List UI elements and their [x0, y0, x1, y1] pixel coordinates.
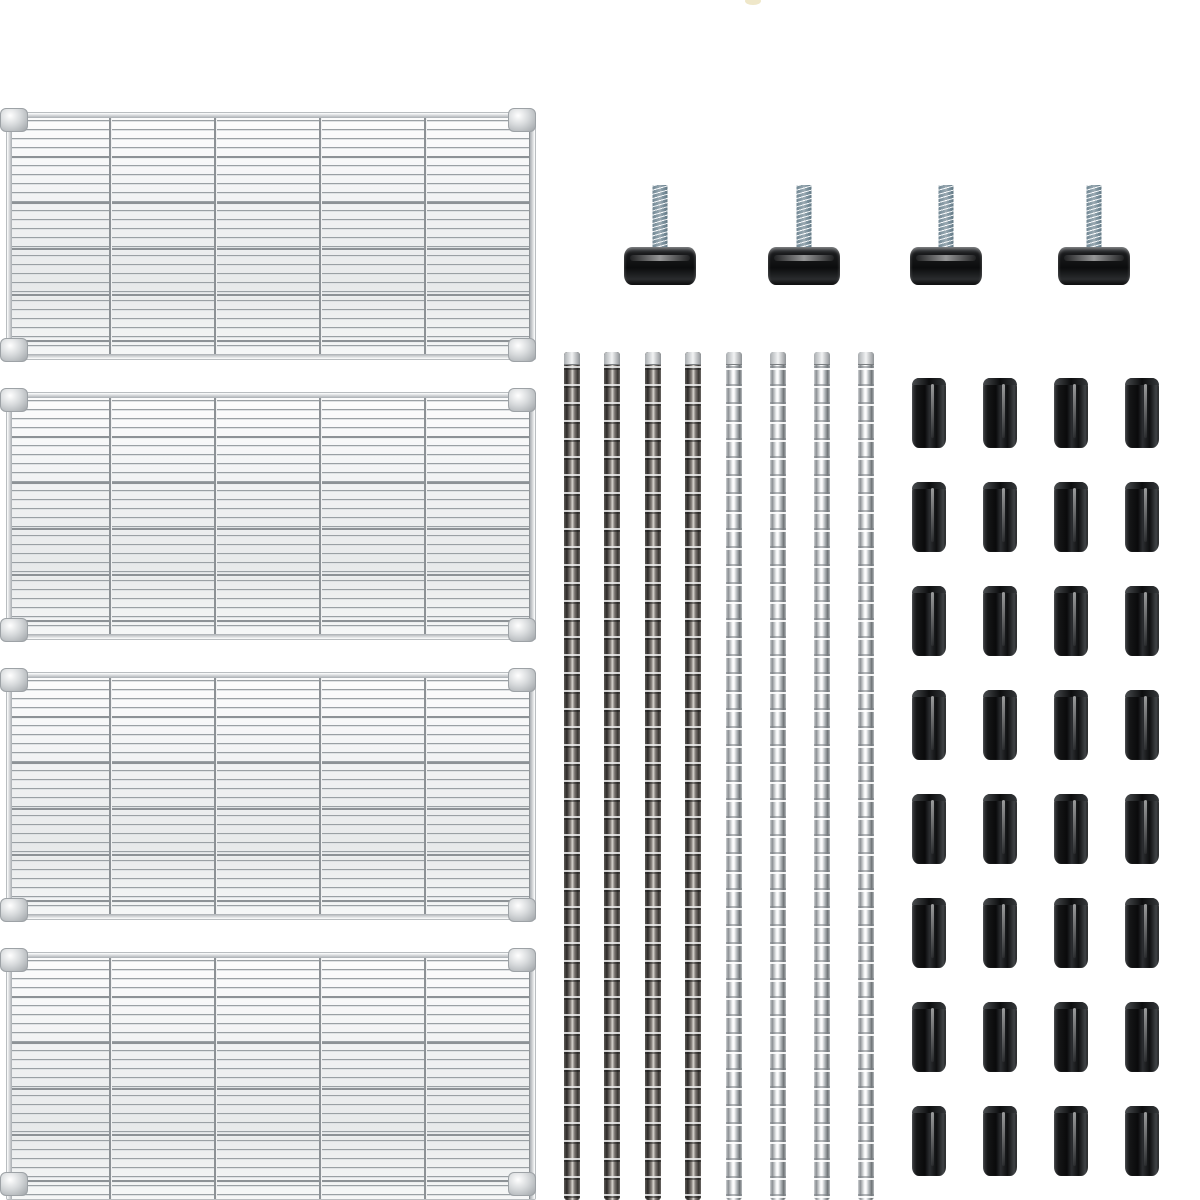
shelf-corner-sleeve	[508, 898, 536, 922]
shelf-edge-right	[530, 953, 535, 1199]
sleeve-lip	[1054, 378, 1088, 385]
sleeve-lip	[1125, 690, 1159, 697]
connector-sleeve	[1054, 1106, 1088, 1176]
sleeve-highlight	[931, 488, 934, 543]
shelf-edge-left	[7, 953, 12, 1199]
shelf-edge-top	[7, 673, 535, 678]
support-pole-chrome	[770, 352, 786, 1200]
pole-cap	[726, 352, 742, 365]
sleeve-highlight	[1002, 904, 1005, 959]
sleeve-lip	[1125, 898, 1159, 905]
connector-sleeve	[983, 1106, 1017, 1176]
connector-sleeve	[983, 378, 1017, 448]
connector-sleeve	[983, 586, 1017, 656]
connector-sleeve	[912, 378, 946, 448]
sleeve-lip	[1125, 794, 1159, 801]
foot-base	[1058, 247, 1130, 285]
wire-shelf	[6, 112, 536, 360]
support-pole-chrome	[858, 352, 874, 1200]
shelf-edge-top	[7, 113, 535, 118]
sleeve-lip	[912, 378, 946, 385]
shelf-corner-sleeve	[508, 338, 536, 362]
pole-cap	[770, 352, 786, 365]
sleeve-lip	[983, 586, 1017, 593]
shelf-corner-sleeve	[508, 618, 536, 642]
bolt-threads	[653, 185, 668, 253]
shelf-edge-right	[530, 113, 535, 359]
foot-base	[910, 247, 982, 285]
shelf-cross-wires	[7, 673, 535, 919]
wire-shelf	[6, 952, 536, 1200]
sleeve-lip	[912, 1002, 946, 1009]
sleeve-highlight	[1073, 1008, 1076, 1063]
connector-sleeve	[1054, 482, 1088, 552]
bolt-threads	[1087, 185, 1102, 253]
support-pole-dark	[685, 352, 701, 1200]
shelf-corner-sleeve	[0, 388, 28, 412]
shelf-corner-sleeve	[0, 618, 28, 642]
connector-sleeve	[983, 482, 1017, 552]
sleeve-highlight	[1002, 488, 1005, 543]
connector-sleeve	[912, 1002, 946, 1072]
sleeve-highlight	[1144, 592, 1147, 647]
sleeve-lip	[912, 690, 946, 697]
shelf-edge-right	[530, 673, 535, 919]
sleeve-lip	[912, 482, 946, 489]
sleeve-highlight	[1073, 800, 1076, 855]
sleeve-highlight	[1002, 592, 1005, 647]
connector-sleeve	[912, 690, 946, 760]
shelf-edge-left	[7, 113, 12, 359]
sleeve-lip	[912, 1106, 946, 1113]
sleeve-highlight	[931, 696, 934, 751]
sleeve-highlight	[931, 800, 934, 855]
connector-sleeve	[1054, 1002, 1088, 1072]
sleeve-lip	[983, 1106, 1017, 1113]
bolt-threads	[797, 185, 812, 253]
support-pole-dark	[604, 352, 620, 1200]
pole-cap	[858, 352, 874, 365]
wire-shelf	[6, 392, 536, 640]
shelf-edge-top	[7, 393, 535, 398]
connector-sleeve	[983, 794, 1017, 864]
shelf-corner-sleeve	[508, 1172, 536, 1196]
shelf-edge-top	[7, 953, 535, 958]
shelf-corner-sleeve	[0, 948, 28, 972]
sleeve-lip	[983, 482, 1017, 489]
connector-sleeve	[1125, 378, 1159, 448]
sleeve-lip	[1054, 898, 1088, 905]
sleeve-highlight	[1144, 904, 1147, 959]
sleeve-lip	[1125, 586, 1159, 593]
connector-sleeve	[1054, 898, 1088, 968]
shelf-edge-left	[7, 393, 12, 639]
sleeve-lip	[1125, 1106, 1159, 1113]
shelf-corner-sleeve	[508, 948, 536, 972]
sleeve-lip	[1125, 482, 1159, 489]
connector-sleeve	[1125, 1002, 1159, 1072]
sleeve-highlight	[931, 592, 934, 647]
connector-sleeve	[912, 794, 946, 864]
connector-sleeve	[1125, 1106, 1159, 1176]
pole-cap	[685, 352, 701, 365]
shelf-edge-bottom	[7, 354, 535, 359]
connector-sleeve	[1125, 586, 1159, 656]
pole-cap	[564, 352, 580, 365]
connector-sleeve	[1125, 898, 1159, 968]
shelf-cross-wires	[7, 393, 535, 639]
sleeve-lip	[1125, 1002, 1159, 1009]
sleeve-highlight	[1073, 1112, 1076, 1167]
connector-sleeve	[912, 586, 946, 656]
connector-sleeve	[1054, 378, 1088, 448]
support-pole-chrome	[726, 352, 742, 1200]
leveling-foot	[768, 185, 840, 287]
sleeve-lip	[912, 586, 946, 593]
shelf-edge-bottom	[7, 914, 535, 919]
sleeve-lip	[983, 1002, 1017, 1009]
connector-sleeve	[912, 1106, 946, 1176]
connector-sleeve	[983, 690, 1017, 760]
connector-sleeve	[1054, 586, 1088, 656]
connector-sleeve	[1125, 482, 1159, 552]
shelf-edge-right	[530, 393, 535, 639]
support-pole-dark	[645, 352, 661, 1200]
sleeve-highlight	[1073, 696, 1076, 751]
support-pole-chrome	[814, 352, 830, 1200]
sleeve-highlight	[931, 1112, 934, 1167]
sleeve-highlight	[1144, 1112, 1147, 1167]
sleeve-lip	[912, 794, 946, 801]
sleeve-highlight	[1144, 800, 1147, 855]
foot-base	[768, 247, 840, 285]
connector-sleeve	[1054, 794, 1088, 864]
shelf-corner-sleeve	[508, 668, 536, 692]
sleeve-lip	[912, 898, 946, 905]
pole-cap	[645, 352, 661, 365]
leveling-foot	[1058, 185, 1130, 287]
sleeve-highlight	[1002, 1008, 1005, 1063]
sleeve-lip	[1054, 1106, 1088, 1113]
shelf-corner-sleeve	[0, 108, 28, 132]
shelf-corner-sleeve	[0, 898, 28, 922]
sleeve-lip	[1125, 378, 1159, 385]
sleeve-highlight	[1144, 1008, 1147, 1063]
connector-sleeve	[912, 898, 946, 968]
sleeve-highlight	[1144, 696, 1147, 751]
sleeve-lip	[983, 794, 1017, 801]
sleeve-lip	[1054, 1002, 1088, 1009]
sleeve-lip	[1054, 690, 1088, 697]
sleeve-lip	[983, 378, 1017, 385]
shelf-cross-wires	[7, 953, 535, 1199]
shelf-edge-bottom	[7, 634, 535, 639]
leveling-foot	[624, 185, 696, 287]
sleeve-highlight	[1144, 384, 1147, 439]
sleeve-lip	[983, 898, 1017, 905]
connector-sleeve	[912, 482, 946, 552]
connector-sleeve	[1125, 690, 1159, 760]
support-pole-dark	[564, 352, 580, 1200]
shelf-corner-sleeve	[508, 388, 536, 412]
shelf-corner-sleeve	[0, 338, 28, 362]
shelf-corner-sleeve	[0, 1172, 28, 1196]
bolt-threads	[939, 185, 954, 253]
sleeve-highlight	[1002, 384, 1005, 439]
sleeve-lip	[1054, 482, 1088, 489]
sleeve-highlight	[1002, 696, 1005, 751]
foot-base	[624, 247, 696, 285]
sleeve-highlight	[1073, 592, 1076, 647]
connector-sleeve	[983, 898, 1017, 968]
sleeve-highlight	[1073, 488, 1076, 543]
sleeve-lip	[983, 690, 1017, 697]
sleeve-lip	[1054, 586, 1088, 593]
shelf-edge-left	[7, 673, 12, 919]
sleeve-highlight	[1144, 488, 1147, 543]
pole-cap	[604, 352, 620, 365]
wire-shelf	[6, 672, 536, 920]
shelf-cross-wires	[7, 113, 535, 359]
sleeve-highlight	[931, 1008, 934, 1063]
shelf-corner-sleeve	[508, 108, 536, 132]
connector-sleeve	[1054, 690, 1088, 760]
pole-cap	[814, 352, 830, 365]
sleeve-lip	[1054, 794, 1088, 801]
connector-sleeve	[1125, 794, 1159, 864]
sleeve-highlight	[931, 904, 934, 959]
shelf-corner-sleeve	[0, 668, 28, 692]
sleeve-highlight	[931, 384, 934, 439]
yellow-speck	[745, 0, 761, 5]
sleeve-highlight	[1002, 1112, 1005, 1167]
sleeve-highlight	[1002, 800, 1005, 855]
connector-sleeve	[983, 1002, 1017, 1072]
sleeve-highlight	[1073, 384, 1076, 439]
leveling-foot	[910, 185, 982, 287]
sleeve-highlight	[1073, 904, 1076, 959]
